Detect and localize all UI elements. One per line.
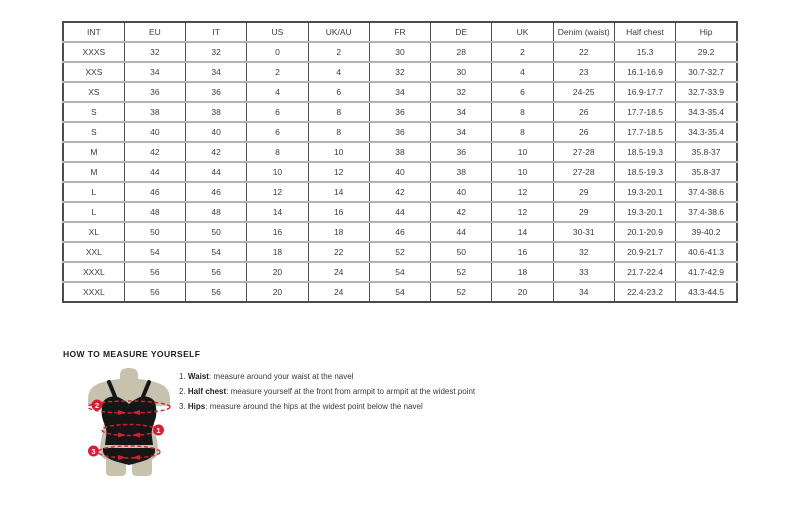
table-cell: 32 — [186, 42, 247, 62]
table-cell: 44 — [124, 162, 185, 182]
table-cell: 29 — [553, 182, 614, 202]
table-row — [63, 162, 737, 182]
table-cell: 20 — [247, 262, 308, 282]
table-cell: 56 — [124, 282, 185, 302]
table-cell: 50 — [186, 222, 247, 242]
table-cell: 10 — [492, 142, 553, 162]
step-text: : measure around your waist at the navel — [208, 372, 354, 381]
table-cell: 54 — [186, 242, 247, 262]
table-cell: 40 — [431, 182, 492, 202]
table-cell: 18 — [492, 262, 553, 282]
chest-marker-badge — [92, 400, 103, 411]
table-cell: 17.7-18.5 — [614, 102, 675, 122]
table-cell: 24 — [308, 282, 369, 302]
table-cell: 38 — [186, 102, 247, 122]
table-cell: 42 — [186, 142, 247, 162]
step-number: 1. — [179, 372, 188, 381]
table-cell: 4 — [492, 62, 553, 82]
table-row — [63, 42, 737, 62]
table-cell: 34 — [431, 122, 492, 142]
table-cell: 46 — [124, 182, 185, 202]
table-cell: 24-25 — [553, 82, 614, 102]
table-row — [63, 82, 737, 102]
table-cell: 8 — [308, 122, 369, 142]
table-cell: 12 — [492, 182, 553, 202]
column-header: Half chest — [614, 22, 675, 42]
table-cell: 32 — [124, 42, 185, 62]
table-row — [63, 62, 737, 82]
table-cell: 18.5-19.3 — [614, 142, 675, 162]
table-cell: 38 — [124, 102, 185, 122]
table-cell: 56 — [186, 282, 247, 302]
table-cell: 6 — [308, 82, 369, 102]
table-cell: 54 — [369, 262, 430, 282]
table-row — [63, 182, 737, 202]
table-cell: 22 — [308, 242, 369, 262]
table-cell: 14 — [308, 182, 369, 202]
table-cell: 44 — [186, 162, 247, 182]
size-chart-header — [63, 22, 737, 42]
table-cell: 33 — [553, 262, 614, 282]
table-cell: 35.8-37 — [676, 142, 737, 162]
table-cell: 40.6-41.3 — [676, 242, 737, 262]
table-cell: 34 — [553, 282, 614, 302]
size-chart-body — [63, 42, 737, 302]
step-label: Hips — [187, 402, 206, 411]
table-cell: 18 — [308, 222, 369, 242]
table-row — [63, 242, 737, 262]
table-cell: 10 — [247, 162, 308, 182]
column-header: DE — [431, 22, 492, 42]
table-cell: 16 — [308, 202, 369, 222]
table-cell: 37.4-38.6 — [676, 182, 737, 202]
column-header: UK — [492, 22, 553, 42]
table-cell: 4 — [308, 62, 369, 82]
waist-marker-number: 1 — [156, 425, 161, 435]
table-cell: 14 — [247, 202, 308, 222]
table-cell: 18 — [247, 242, 308, 262]
table-cell: 44 — [431, 222, 492, 242]
table-cell: 18.5-19.3 — [614, 162, 675, 182]
column-header: UK/AU — [308, 22, 369, 42]
table-cell: 6 — [247, 122, 308, 142]
table-cell: 27-28 — [553, 142, 614, 162]
table-cell: 12 — [308, 162, 369, 182]
mannequin-illustration — [70, 366, 190, 484]
table-cell: M — [63, 142, 124, 162]
table-cell: 56 — [124, 262, 185, 282]
column-header: FR — [369, 22, 430, 42]
table-cell: 16.9-17.7 — [614, 82, 675, 102]
column-header: EU — [124, 22, 185, 42]
table-cell: 52 — [431, 262, 492, 282]
table-cell: 16.1-16.9 — [614, 62, 675, 82]
column-header: Hip — [676, 22, 737, 42]
mannequin-figure-svg — [70, 366, 190, 484]
table-cell: XL — [63, 222, 124, 242]
hips-marker-number: 3 — [91, 446, 96, 456]
table-cell: 30 — [431, 62, 492, 82]
table-cell: 48 — [186, 202, 247, 222]
measure-step — [179, 384, 475, 399]
table-cell: 34.3-35.4 — [676, 122, 737, 142]
table-row — [63, 122, 737, 142]
table-cell: 38 — [431, 162, 492, 182]
table-cell: 30-31 — [553, 222, 614, 242]
table-cell: 20.9-21.7 — [614, 242, 675, 262]
hips-marker-badge — [88, 446, 99, 457]
table-cell: 27-28 — [553, 162, 614, 182]
table-cell: 34 — [186, 62, 247, 82]
column-header: US — [247, 22, 308, 42]
table-cell: 2 — [492, 42, 553, 62]
table-cell: XXXL — [63, 282, 124, 302]
table-cell: 15.3 — [614, 42, 675, 62]
table-cell: 29 — [553, 202, 614, 222]
size-chart-table — [62, 21, 738, 303]
table-cell: 38 — [369, 142, 430, 162]
table-cell: 34.3-35.4 — [676, 102, 737, 122]
step-number: 2. — [179, 387, 188, 396]
table-cell: L — [63, 182, 124, 202]
step-label: Half chest — [187, 387, 227, 396]
table-cell: 22 — [553, 42, 614, 62]
table-cell: 50 — [124, 222, 185, 242]
table-cell: 34 — [124, 62, 185, 82]
table-cell: 42 — [431, 202, 492, 222]
table-cell: 41.7-42.9 — [676, 262, 737, 282]
table-cell: 4 — [247, 82, 308, 102]
table-cell: 6 — [492, 82, 553, 102]
table-cell: 30 — [369, 42, 430, 62]
table-cell: 50 — [431, 242, 492, 262]
table-cell: 14 — [492, 222, 553, 242]
table-cell: 43.3-44.5 — [676, 282, 737, 302]
table-cell: 32 — [431, 82, 492, 102]
table-cell: 23 — [553, 62, 614, 82]
table-row — [63, 262, 737, 282]
table-cell: S — [63, 122, 124, 142]
table-cell: 36 — [369, 102, 430, 122]
step-label: Waist — [187, 372, 209, 381]
measure-step — [179, 399, 475, 414]
table-cell: 2 — [308, 42, 369, 62]
table-cell: 35.8-37 — [676, 162, 737, 182]
table-cell: 37.4-38.6 — [676, 202, 737, 222]
measure-step — [179, 369, 475, 384]
table-cell: 8 — [247, 142, 308, 162]
table-cell: 22.4-23.2 — [614, 282, 675, 302]
table-cell: 42 — [369, 182, 430, 202]
table-cell: 36 — [124, 82, 185, 102]
table-cell: S — [63, 102, 124, 122]
table-cell: 24 — [308, 262, 369, 282]
step-text: : measure around the hips at the widest point below the navel — [205, 402, 423, 411]
table-cell: 19.3-20.1 — [614, 202, 675, 222]
waist-marker-badge — [153, 425, 164, 436]
table-cell: 32 — [369, 62, 430, 82]
table-cell: 36 — [369, 122, 430, 142]
table-cell: 6 — [247, 102, 308, 122]
table-cell: 20 — [247, 282, 308, 302]
table-cell: 17.7-18.5 — [614, 122, 675, 142]
table-row — [63, 282, 737, 302]
table-cell: 39-40.2 — [676, 222, 737, 242]
table-cell: 8 — [492, 122, 553, 142]
table-cell: 12 — [492, 202, 553, 222]
table-cell: 54 — [369, 282, 430, 302]
table-cell: 8 — [308, 102, 369, 122]
table-cell: 40 — [124, 122, 185, 142]
table-cell: 8 — [492, 102, 553, 122]
table-cell: 40 — [369, 162, 430, 182]
table-cell: 52 — [431, 282, 492, 302]
table-header-row — [63, 22, 737, 42]
table-cell: 16 — [492, 242, 553, 262]
table-cell: 34 — [369, 82, 430, 102]
measure-section-heading: HOW TO MEASURE YOURSELF — [63, 349, 201, 359]
table-cell: 29.2 — [676, 42, 737, 62]
table-cell: 36 — [186, 82, 247, 102]
table-row — [63, 202, 737, 222]
table-cell: 2 — [247, 62, 308, 82]
table-cell: L — [63, 202, 124, 222]
table-cell: XS — [63, 82, 124, 102]
table-cell: 20.1-20.9 — [614, 222, 675, 242]
table-cell: 16 — [247, 222, 308, 242]
table-cell: 52 — [369, 242, 430, 262]
column-header: INT — [63, 22, 124, 42]
table-row — [63, 222, 737, 242]
table-cell: M — [63, 162, 124, 182]
column-header: Denim (waist) — [553, 22, 614, 42]
table-cell: XXS — [63, 62, 124, 82]
table-row — [63, 102, 737, 122]
table-cell: 30.7-32.7 — [676, 62, 737, 82]
table-cell: 0 — [247, 42, 308, 62]
table-cell: 10 — [492, 162, 553, 182]
table-cell: 32 — [553, 242, 614, 262]
measure-steps-list — [179, 369, 475, 414]
table-cell: XXL — [63, 242, 124, 262]
table-cell: 54 — [124, 242, 185, 262]
chest-marker-number: 2 — [94, 400, 100, 410]
table-cell: 42 — [124, 142, 185, 162]
table-cell: XXXL — [63, 262, 124, 282]
table-cell: 10 — [308, 142, 369, 162]
table-cell: 26 — [553, 122, 614, 142]
step-text: : measure yourself at the front from armpit to armpit at the widest point — [226, 387, 476, 396]
table-cell: 46 — [186, 182, 247, 202]
table-cell: 34 — [431, 102, 492, 122]
table-cell: 19.3-20.1 — [614, 182, 675, 202]
table-cell: 40 — [186, 122, 247, 142]
table-cell: 20 — [492, 282, 553, 302]
table-row — [63, 142, 737, 162]
table-cell: 12 — [247, 182, 308, 202]
table-cell: 32.7-33.9 — [676, 82, 737, 102]
table-cell: 36 — [431, 142, 492, 162]
table-cell: XXXS — [63, 42, 124, 62]
table-cell: 28 — [431, 42, 492, 62]
column-header: IT — [186, 22, 247, 42]
table-cell: 48 — [124, 202, 185, 222]
table-cell: 56 — [186, 262, 247, 282]
step-number: 3. — [179, 402, 188, 411]
table-cell: 26 — [553, 102, 614, 122]
table-cell: 21.7-22.4 — [614, 262, 675, 282]
table-cell: 46 — [369, 222, 430, 242]
table-cell: 44 — [369, 202, 430, 222]
